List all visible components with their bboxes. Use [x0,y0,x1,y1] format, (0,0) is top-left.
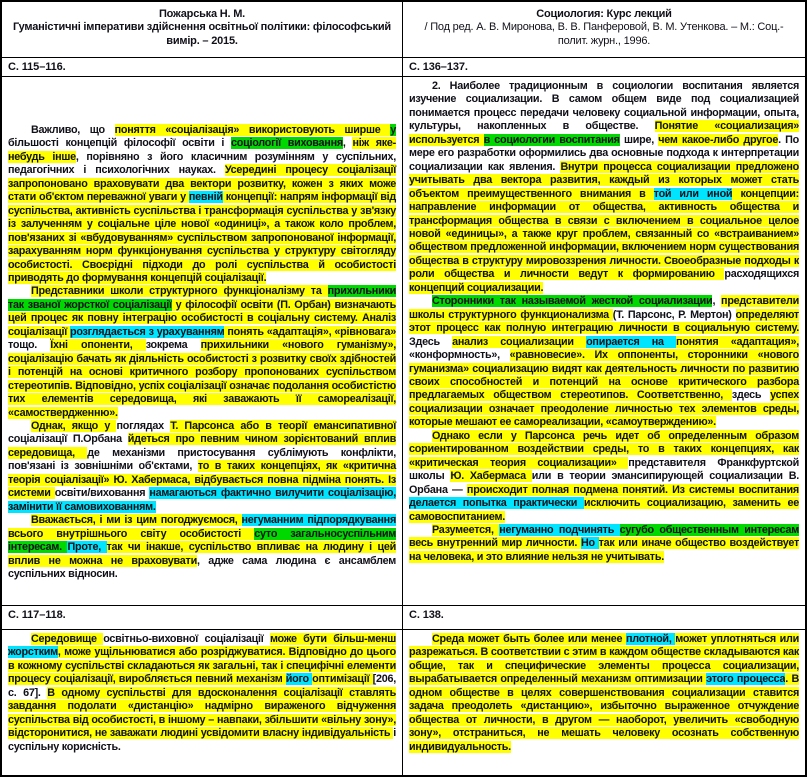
highlighted-run-yellow: поняття «соціалізація» використовують ширше [114,124,391,136]
text-run: «конформность», [409,349,510,362]
text-run: расходящихся [724,268,799,281]
paragraph [8,633,396,754]
left-source-author: Пожарська Н. М. [158,8,246,20]
highlighted-run-cyan: негуманно подчинять [499,523,620,536]
text-run: 2. Наиболее традиционным в социологии воспитания является изучение социализации. В самом общем виде под социализацией понимается процесс передачи человеку социальной информации, опыта, культуры, накопленных в обществе. [409,80,799,133]
paragraph [409,524,799,564]
paragraph [8,420,396,514]
highlighted-run-green: прихильники так званої жорсткої соціалізації [8,285,396,311]
paragraph [409,633,799,754]
highlighted-run-yellow: Ю. Хабермаса [450,470,532,483]
right-main-text [403,77,805,606]
highlighted-run-yellow: Среда может быть более или менее [432,633,626,645]
highlighted-run-yellow: весь внутренний мир личности. [409,537,581,550]
highlighted-run-yellow: то в таких концепціях, як «критична теорія соціалізації» Ю. Хабермаса, відбувається повна підміна понять. Із системи [8,460,396,500]
highlighted-run-cyan: негуманним підпорядкування [241,514,396,527]
highlighted-run-yellow: определяют этот процесс как полную интеграцию личности в социальную систему. [409,308,799,335]
left-source-header [2,2,403,58]
text-run: или в теории эмансипирующей социализации В. Орбана — [409,470,799,496]
highlighted-run-yellow: понятия «адаптация», [676,335,799,348]
highlighted-run-yellow: Понятие «социализация» используется [409,120,800,146]
highlighted-run-cyan: Но [580,537,599,550]
highlighted-run-yellow: Представники школи структурного функціоналізму та [31,285,328,298]
highlighted-run-yellow: Середовище [31,633,104,645]
text-run: шире, [619,133,659,146]
paragraph [8,285,396,420]
text-run: більшості концепцій філософії освіти і [8,137,231,150]
highlighted-run-yellow: може бути більш-менш [269,633,396,645]
text-run: де механізми пристосування сублімують конфлікти, пов'язані із зовнішніми об'єктами, [8,446,396,473]
left-main-text [2,77,403,606]
paragraph [8,124,396,285]
text-run: Важливо, що [31,124,115,136]
text-run: і суспільну корисність. [8,727,396,753]
highlighted-run-yellow: анализ социализации [452,335,587,348]
right-bottom-text [403,630,805,775]
highlighted-run-yellow: всього внутрішнього світу особистості [8,527,255,540]
text-run: (Т. Парсонс, Р. Мертон) [612,308,736,321]
paragraph [409,80,799,295]
highlighted-run-yellow: прихильники «нового гуманізму», соціалізацію бачать як діяльність особистості з розвитку своїх здібностей і потенцій на основі критичного розбору пропонованих суспільством стереотипів. Відповідно, успіх соціалізації означає подолання особистістю тих елементів середовища, які заважають її самореалізації, «самоствердженню». [8,339,397,419]
text-run: представителя Франкфуртской школы [409,456,799,483]
text-run: , [342,137,353,150]
highlighted-run-yellow: чем какое-либо другое [658,133,779,146]
highlighted-run-yellow: Т. Парсонса або в теорії емансипативної [170,419,396,432]
highlighted-run-yellow: «равновесие». Их оппоненты, сторонники «нового гуманизма» социализацию видят как деятельность личности по развитию своих способностей и потенций на основе критического разбора предлагаемых обществом стереотипов. Соответственно, [409,349,799,402]
text-run: освіти/виховання [54,487,150,500]
highlighted-run-yellow: Усередині процесу соціалізації запропоновано враховувати два вектори розвитку, кожен з яких може стати об'єктом переважної уваги у [8,164,397,204]
highlighted-run-yellow: происходит полная подмена понятий. Из системы воспитания [466,483,799,496]
highlighted-run-yellow: йдеться про певним чином зорієнтований вплив середовища, [8,433,396,459]
right-source-citation: / Под ред. А. В. Миронова, В. В. Панферовой, В. М. Утенкова. – М.: Соц.- полит. журн., 1996. [424,21,784,47]
highlighted-run-cyan: певній [188,191,223,204]
highlighted-run-yellow: успех социализации означает преодоление личностью тех элементов среды, которые мешают ее самореализации, «самоутверждению». [409,389,799,429]
right-page-ref-1: С. 136–137. [403,58,805,77]
left-bottom-text [2,630,403,775]
highlighted-run-cyan: його [285,673,313,686]
highlighted-run-green: суто загальносуспільним інтересам. [8,527,396,554]
highlighted-run-cyan: намагаються фактично вилучити соціалізацію, замінити її самовихованням. [8,487,396,513]
highlighted-run-yellow: В одному суспільстві для вдосконалення соціалізації ставлять завдання подолати «дистанцію» надмірно вираженого відчуження суспільства від особистості, в іншому – навпаки, збільшити «вільну зону», відсторонитися, не заважати людині усвідомити власну індивідуальність [8,686,397,740]
highlighted-run-cyan: делается попытка практически [409,497,584,510]
text-run: Здесь [409,335,453,348]
right-page-ref-2: С. 138. [403,606,805,630]
highlighted-run-yellow: понять «адаптація», «рівновага» [224,325,396,338]
text-run: , [712,295,722,308]
highlighted-run-yellow: так или иначе общество воздействует на человека, и это влияние нельзя не учитывать. [409,537,799,563]
highlighted-run-yellow: Внутри процесса социализации предложено учитывать два вектора развития, каждый из которых может стать объектом преимущественного внимания в [409,160,799,200]
highlighted-run-yellow: ніж яке-небудь інше [8,137,397,163]
left-page-ref-1: С. 115–116. [2,58,403,77]
left-page-ref-2: С. 117–118. [2,606,403,630]
highlighted-run-cyan: розглядається з урахуванням [70,325,225,338]
highlighted-run-green: сугубо общественным интересам [619,523,799,536]
highlighted-run-cyan: той или иной [653,187,733,200]
text-run: соціалізації П.Орбана [8,433,128,446]
right-source-title: Социология: Курс лекций [536,8,672,20]
highlighted-run-cyan: этого процесса [706,673,786,686]
highlighted-run-yellow: так чи інакше, суспільство впливає на людину і цей вплив не можна не враховувати [8,541,396,567]
highlighted-run-yellow: , може ущільнюватися або розріджуватися. Відповідно до цього в кожному суспільстві складаються як загальні, так і специфічні елементи процесу соціалізації, виробляється певний механізм [8,646,396,686]
paragraph [8,514,396,581]
highlighted-run-cyan: опирается на [586,335,677,348]
paragraph [409,295,799,430]
highlighted-run-yellow: концепции: направление информации от общества, активность общества и трансформация общества в связи с включением в социальное целое новой «единицы», а также круг проблем, связанный со «встраиванием» обществом предложенной информации, включением норм существования общества в структуру мировоззрения личности. Своеобразные подходы к роли общества и личности ведут к формированию [409,187,799,281]
text-run: поглядах [116,419,171,432]
highlighted-run-yellow: . В одном обществе в целях совершенствования социализации ставится задача преодолеть «дистанцию», избыточно выраженное отчуждение общества от личности, в другом — наоборот, увеличить «свободную зону», отстраниться, не мешать человеку осознать собственную индивидуальность. [409,673,800,753]
highlighted-run-yellow: концепций социализации. [409,281,544,294]
highlighted-run-cyan: жорстким [8,646,58,659]
text-run: , адже сама людина є ансамблем суспільних відносин. [8,554,397,580]
left-source-title: Гуманістичні імперативи здійснення освітньої політики: філософський вимір. – 2015. [13,21,391,47]
highlighted-run-yellow: исключить социализацию, заменить ее самовоспитанием. [409,497,799,523]
highlighted-run-yellow: представители школы структурного функционализма [409,295,799,321]
text-run: [206, с. 67]. [8,673,396,699]
highlighted-run-green: у [390,124,396,136]
highlighted-run-yellow: Їхні опоненти, [50,339,146,352]
highlighted-run-yellow: Разумеется, [432,523,500,536]
paragraph [409,430,799,524]
text-run: . По мере его разработки оформились два основные подхода к интерпретации социализации как явления. [409,133,800,173]
text-run: здесь [731,389,771,402]
text-run: освітньо-виховної соціалізації [103,633,270,645]
highlighted-run-yellow: Вважається, і ми із цим погоджуємося, [31,514,242,527]
highlighted-run-green: Сторонники так называемой жесткой социализации [432,295,713,308]
highlighted-run-yellow: у філософії освіти (П. Орбан) визначають цей процес як повну інтеграцію особистості в соціальну систему. Аналіз соціалізації [8,298,396,338]
right-source-header [403,2,805,58]
highlighted-run-green: в социологии воспитания [483,133,620,146]
highlighted-run-yellow: концепції: напрям інформації від суспільства, активність суспільства і трансформація суспільства у зв'язку із залученням у соціальне ціле нової «одиниці», а також коло проблем, пов'язаних зі «вбудовуванням» суспільством запропонованої інформації, зарахуванням норм функціонування суспільства у структуру світогляду особистості. Своєрідні підходи до ролі суспільства й особистості приводять до формування концепцій соціалізації. [8,191,396,284]
highlighted-run-yellow: Однак, якщо у [31,419,117,432]
highlighted-run-green: соціології виховання [230,137,343,150]
text-run: зокрема [145,339,201,352]
highlighted-run-cyan: плотной, [625,633,676,645]
highlighted-run-yellow: может уплотняться или разрежаться. В соответствии с этим в каждом обществе складываются как общие, так и специфические элементы процесса социализации, вырабатывается определенный механизм оптимизации [409,633,799,686]
highlighted-run-yellow: оптимізації [312,673,373,686]
highlighted-run-yellow: Однако если у Парсонса речь идет об определенным образом сориентированном воздействии среды, то в таких концепциях, как «критическая теория социализации» [409,429,799,469]
highlighted-run-cyan: Проте, [67,541,107,554]
text-run: тощо. [8,339,51,352]
text-run: , порівняно з його класичним розумінням у суспільних, педагогічних і психологічних науках. [8,150,396,177]
